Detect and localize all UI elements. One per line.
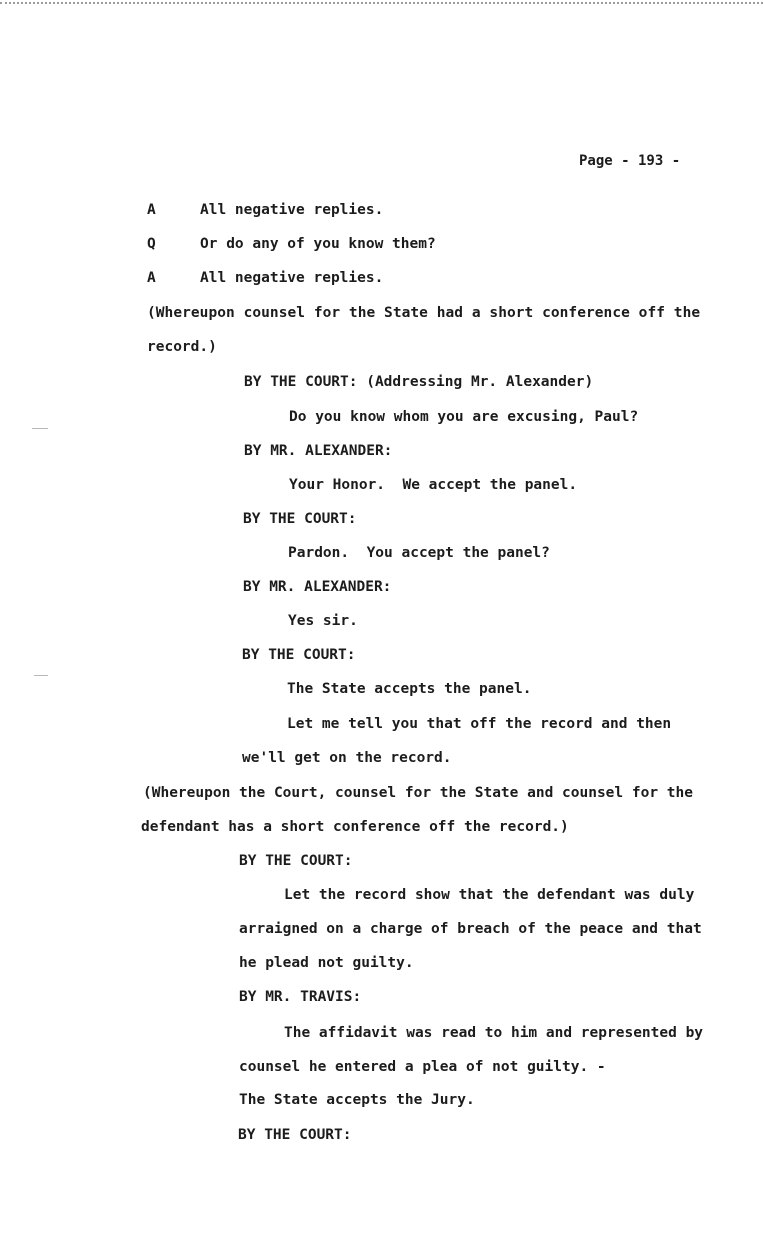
testimony-line: he plead not guilty. [239, 955, 414, 971]
qa-text: Or do any of you know them? [200, 236, 436, 252]
testimony-line: counsel he entered a plea of not guilty. - [239, 1059, 606, 1075]
speaker-label: BY MR. TRAVIS: [239, 989, 362, 1005]
testimony-line: Do you know whom you are excusing, Paul? [289, 409, 639, 425]
speaker-label: BY THE COURT: [239, 853, 353, 869]
testimony-line: The State accepts the Jury. [239, 1092, 475, 1108]
parenthetical-note: record.) [147, 339, 217, 355]
parenthetical-note: (Whereupon counsel for the State had a short conference off the [147, 305, 701, 321]
speaker-label: BY THE COURT: (Addressing Mr. Alexander) [244, 374, 594, 390]
speaker-label: BY THE COURT: [243, 511, 357, 527]
testimony-line: The State accepts the panel. [287, 681, 532, 697]
testimony-line: The affidavit was read to him and represented by [284, 1025, 704, 1041]
page-top-edge [0, 2, 763, 7]
testimony-line: Let the record show that the defendant was duly [284, 887, 695, 903]
testimony-line: we'll get on the record. [242, 750, 452, 766]
speaker-label: BY MR. ALEXANDER: [244, 443, 393, 459]
testimony-line: Let me tell you that off the record and then [287, 716, 672, 732]
margin-mark [32, 428, 48, 429]
speaker-label: BY THE COURT: [238, 1127, 352, 1143]
testimony-line: Your Honor. We accept the panel. [289, 477, 578, 493]
qa-text: All negative replies. [200, 270, 384, 286]
margin-mark [34, 675, 48, 676]
qa-label: A [147, 270, 156, 286]
testimony-line: Yes sir. [288, 613, 358, 629]
testimony-line: Pardon. You accept the panel? [288, 545, 550, 561]
speaker-label: BY THE COURT: [242, 647, 356, 663]
page-header: Page - 193 - [579, 153, 681, 169]
qa-text: All negative replies. [200, 202, 384, 218]
speaker-label: BY MR. ALEXANDER: [243, 579, 392, 595]
qa-label: Q [147, 236, 156, 252]
testimony-line: arraigned on a charge of breach of the peace and that [239, 921, 702, 937]
parenthetical-note: (Whereupon the Court, counsel for the State and counsel for the [143, 785, 693, 801]
qa-label: A [147, 202, 156, 218]
parenthetical-note: defendant has a short conference off the record.) [141, 819, 569, 835]
